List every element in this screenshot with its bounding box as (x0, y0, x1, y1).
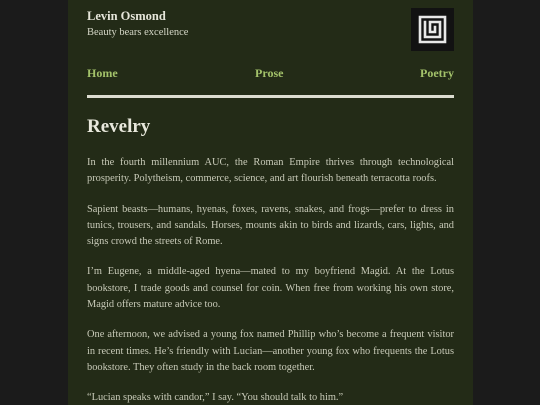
site-tagline: Beauty bears excellence (87, 27, 189, 38)
site-name[interactable]: Levin Osmond (87, 9, 166, 23)
article-body (87, 155, 454, 405)
nav-home-link[interactable]: Home (87, 66, 118, 80)
article-paragraph: Sapient beasts—humans, hyenas, foxes, ravens, snakes, and frogs—prefer to dress in tunics, trousers, and sandals. Horses, mounts akin to birds and lizards, cars, lights, and signs crowd the streets of Rome. (87, 203, 454, 248)
article-paragraph: “Lucian speaks with candor,” I say. “You should talk to him.” (87, 392, 344, 404)
nav-prose-link[interactable]: Prose (255, 66, 284, 80)
nav-poetry-link[interactable]: Poetry (420, 66, 454, 80)
meander-logo-icon[interactable] (411, 8, 454, 51)
meander-logo-graphic (418, 15, 447, 44)
article-paragraph: One afternoon, we advised a young fox named Phillip who’s become a frequent visitor in recent times. He’s friendly with Lucian—another young fox who frequents the Lotus bookstore. They often study in the back room together. (87, 329, 454, 373)
article-paragraph: I’m Eugene, a middle-aged hyena—mated to my boyfriend Magid. At the Lotus bookstore, I trade goods and counsel for coin. When free from working his own store, Magid offers mature advice too. (87, 266, 454, 311)
article-title: Revelry (87, 116, 151, 137)
article-paragraph: In the fourth millennium AUC, the Roman Empire thrives through technological prosperity. Polytheism, commerce, science, and art flourish beneath terracotta roofs. (87, 157, 454, 185)
nav-divider (87, 95, 454, 98)
page-container (68, 0, 473, 405)
